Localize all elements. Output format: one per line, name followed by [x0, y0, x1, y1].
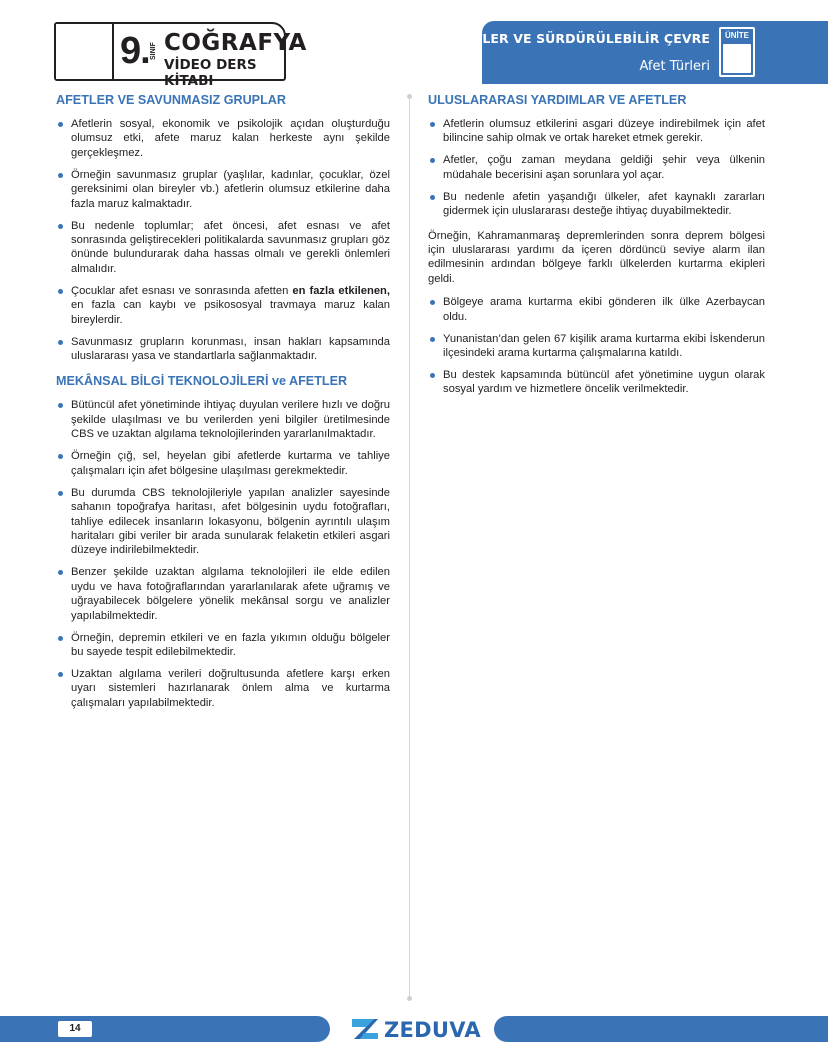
list-item: Afetlerin olumsuz etkilerini asgari düzeye indirebilmek için afet bilincine sahip olmak ve ortak hareket etmek gerekir.	[428, 117, 765, 146]
list-item: Savunmasız grupların korunması, insan hakları kapsamında uluslararası yasa ve standartlarla sağlanmaktadır.	[56, 335, 390, 364]
section-heading-international-aid: ULUSLARARASI YARDIMLAR VE AFETLER	[428, 93, 687, 107]
unit-card-inner	[723, 44, 751, 73]
footer-bar-right	[494, 1016, 828, 1042]
divider-dot-top	[407, 94, 412, 99]
list-item: Bu durumda CBS teknolojileriyle yapılan analizler sayesinde sahanın topoğrafya haritası, afet bölgesinin uydu fotoğrafları, tahliye edilecek insanların lokasyonu, bölgenin ayrıntılı ulaşım haritaları gibi veriler bir arada sunularak felaketin etkileri asgari düzeye indirilebilmektedir.	[56, 486, 390, 558]
unit-label: ÜNİTE	[725, 31, 749, 40]
list-item: Yunanistan’dan gelen 67 kişilik arama kurtarma ekibi İskenderun ilçesindeki arama kurtarma çalışmalarına katıldı.	[428, 332, 765, 361]
bullet-list	[428, 117, 765, 219]
column-divider	[409, 96, 410, 998]
list-item: Örneğin, depremin etkileri ve en fazla yıkımın olduğu bölgeler bu sayede tespit edilebilmektedir.	[56, 631, 390, 660]
list-item: Bölgeye arama kurtarma ekibi gönderen ilk ülke Azerbaycan oldu.	[428, 295, 765, 324]
list-item: Afetlerin sosyal, ekonomik ve psikolojik açıdan oluşturduğu olumsuz etki, afete maruz kalan herkeste aynı şekilde gerçekleşmez.	[56, 117, 390, 160]
bullet-list	[56, 117, 390, 363]
list-item: Afetler, çoğu zaman meydana geldiği şehir veya ülkenin müdahale becerisini aşan sorunlara yol açar.	[428, 153, 765, 182]
unit-title: AFETLER VE SÜRDÜRÜLEBİLİR ÇEVRE	[446, 31, 710, 46]
list-item: Bu nedenle afetin yaşandığı ülkeler, afet kaynaklı zararları gidermek için uluslararası desteğe ihtiyaç duyabilmektedir.	[428, 190, 765, 219]
example-paragraph: Örneğin, Kahramanmaraş depremlerinden sonra deprem bölgesi için uluslararası yardımı da içeren dördüncü seviye alarm ilan edilmesinin ardından bölgeye farklı ülkelerden kurtarma ekipleri geldi.	[428, 229, 765, 285]
zeduva-logo-icon	[350, 1017, 380, 1041]
grade-number: 9.	[120, 30, 150, 72]
list-item: Uzaktan algılama verileri doğrultusunda afetlere karşı erken uyarı sistemleri hazırlanarak önlem alma ve kurtarma çalışmaları yapılabilmektedir.	[56, 667, 390, 710]
right-column	[428, 92, 765, 404]
list-item	[56, 284, 390, 327]
page-number: 14	[58, 1021, 92, 1037]
section-heading-spatial-tech: MEKÂNSAL BİLGİ TEKNOLOJİLERİ ve AFETLER	[56, 374, 348, 389]
section-heading-vulnerable-groups: AFETLER VE SAVUNMASIZ GRUPLAR	[56, 93, 286, 107]
list-item: Örneğin savunmasız gruplar (yaşlılar, kadınlar, çocuklar, özel gereksinimi olan bireyler vb.) afetlerin olumsuz etkilerine daha fazla maruz kalmaktadır.	[56, 168, 390, 211]
book-badge	[54, 22, 307, 89]
footer-bar-left	[0, 1016, 330, 1042]
list-item: Bütüncül afet yönetiminde ihtiyaç duyulan verilere hızlı ve doğru şekilde ulaşılması ve bu verilerden yeni bilgiler üretilmesinde CBS ve uzaktan algılama teknolojilerinden yararlanılmaktadır.	[56, 398, 390, 441]
list-item: Benzer şekilde uzaktan algılama teknolojileri ile elde edilen uydu ve hava fotoğraflarından yararlanılarak afete uğramış ve uğrayabilecek bölgelere yönelik mekânsal sorgu ve analizler yapılabilmektedir.	[56, 565, 390, 623]
list-item-text: en fazla can kaybı ve psikososyal travmaya maruz kalan bireylerdir.	[71, 299, 390, 326]
unit-header	[446, 21, 828, 84]
book-title: VİDEO DERS KİTABI	[164, 57, 257, 89]
left-column	[56, 92, 390, 718]
list-item-bold: en fazla etkilenen,	[292, 284, 391, 297]
unit-card-icon	[719, 27, 755, 77]
grade-label: SINIF	[150, 42, 157, 60]
bullet-list	[56, 398, 390, 710]
bullet-list	[428, 295, 765, 397]
divider-dot-bottom	[407, 996, 412, 1001]
list-item: Örneğin çığ, sel, heyelan gibi afetlerde kurtarma ve tahliye çalışmaları için afet bölgesine ulaşılması gerekmektedir.	[56, 449, 390, 478]
list-item: Bu nedenle toplumlar; afet öncesi, afet esnası ve afet sonrasında geliştirecekleri politikalarda savunmasız grupları göz önünde bulundurarak daha hassas olmalı ve gerekli önlemleri almalıdır.	[56, 219, 390, 277]
list-item-text: Çocuklar afet esnası ve sonrasında afetten	[71, 284, 293, 297]
book-cover-box	[56, 24, 114, 79]
list-item: Bu destek kapsamında bütüncül afet yönetimine uygun olarak sosyal yardım ve hizmetlere öncelik verilmektedir.	[428, 368, 765, 397]
unit-subtitle: Afet Türleri	[639, 59, 710, 74]
subject-title: COĞRAFYA	[164, 30, 307, 56]
brand-name: ZEDUVA	[384, 1018, 481, 1042]
